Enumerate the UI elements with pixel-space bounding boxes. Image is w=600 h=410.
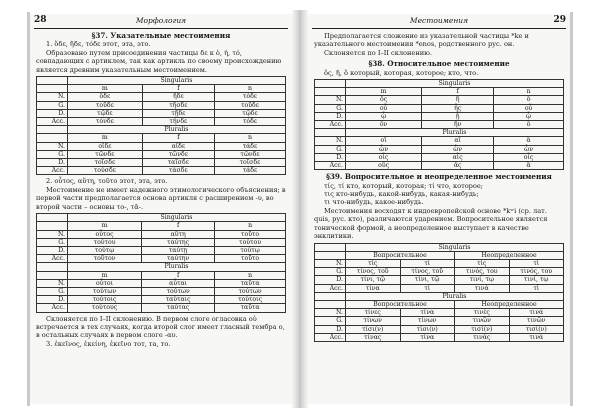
section-39-line-3: τι что-нибудь, какое-нибудь. <box>324 198 424 207</box>
table-row: N. οὗτος αὕτη τοῦτο <box>37 230 286 238</box>
singularis-label: Singularis <box>68 77 286 85</box>
table-row: G. τίνων τίνων τινῶν τινῶν <box>315 317 564 325</box>
left-page-header <box>34 14 288 29</box>
table-row: Acc. τούσδε τάσδε τάδε <box>37 167 286 175</box>
interrogative-label: Вопросительное <box>346 251 455 259</box>
table-row: D. τούτῳ ταύτῃ τούτῳ <box>37 246 286 254</box>
book-gutter <box>292 10 308 408</box>
section-38-line: ὅς, ἥ, ὅ который, которая, которое; кто, что. <box>324 68 479 77</box>
right-running-head: Местоимения <box>409 16 469 25</box>
indefinite-label: Неопределенное <box>455 251 564 259</box>
table-tis: Singularis Вопросительное Неопределенное N. τίς τί τὶς τὶ G. τίνος, τοῦ τίνος, τοῦ τινός, του τινός, του D. τίνι, τῷ τίνι, τῷ τινί, τῳ τινί, τῳ Acc. τίνα τί τινά τὶ Pluralis Вопросительное Неопределенное N. τίνες τίνα τινές τινά G. τίνων τίνων τινῶν τινῶν D. τίσι(ν) τίσι(ν) τισί(ν) τισί(ν) Acc. τίνας τίνα τινάς τινά <box>314 243 564 342</box>
table-row: N. ὅς ἥ ὅ <box>315 96 564 104</box>
left-page <box>30 14 292 404</box>
right-page <box>308 14 570 404</box>
pluralis-label: Pluralis <box>68 126 286 134</box>
left-running-head: Морфология <box>135 16 187 25</box>
table-row: Acc. τίνας τίνα τινάς τινά <box>315 333 564 341</box>
table-row: G. τίνος, τοῦ τίνος, τοῦ τινός, του τινός, του <box>315 268 564 276</box>
gender-m: m <box>68 85 143 93</box>
gender-n: n <box>214 85 285 93</box>
table-row: D. τίνι, τῷ τίνι, τῷ τινί, τῳ τινί, τῳ <box>315 276 564 284</box>
table-row: D. οἷς αἷς οἷς <box>315 153 564 161</box>
section-39-title: §39. Вопросительное и неопределенное местоимения <box>326 172 552 182</box>
section-38-title: §38. Относительное местоимение <box>368 59 510 69</box>
table-row: Acc. ὅν ἥν ὅ <box>315 121 564 129</box>
table-row: G. τούτου ταύτης τούτου <box>37 238 286 246</box>
table-row: N. τίνες τίνα τινές τινά <box>315 309 564 317</box>
left-page-number: 28 <box>34 15 47 25</box>
table-row: N. οὗτοι αὗται ταῦτα <box>37 279 286 287</box>
table-row: D. τούτοις ταύταις τούτοις <box>37 296 286 304</box>
table-row: Acc. τούτους ταύτας ταῦτα <box>37 304 286 312</box>
gender-f: f <box>142 85 214 93</box>
item-1: 1. ὅδε, ἥδε, τόδε этот, эта, это. <box>46 40 151 49</box>
paragraph-39: Местоимения восходят к индоевропейской основе *kʷi (ср. лат. quis, рус. кто), различаются ударением. Вопросительное является тонической формой, а неопределенное выступает в качестве энклитики. <box>314 206 548 241</box>
section-37-title: §37. Указательные местоимения <box>91 31 231 40</box>
paragraph-2: Местоимение не имеет надежного этимологического объяснения; в первой части предполагается основа артикля с расширением -υ, во второй части – основы το-, τᾱ-. <box>36 185 286 211</box>
paragraph-1: Образовано путем присоединения частицы δε к ὁ, ἡ, τό, совпадающих с артиклем, так как артикль по своему происхождению является древним указательным местоимением. <box>36 48 282 74</box>
section-39-line-1: τίς, τί кто, который, которая; τί что, которое; <box>324 181 484 190</box>
table-row: Acc. τοῦτον ταύτην τοῦτο <box>37 255 286 263</box>
table-row: N. ὅδε ἥδε τόδε <box>37 93 286 101</box>
right-page-header <box>312 14 566 29</box>
table-row: Acc. τόνδε τήνδε τόδε <box>37 118 286 126</box>
table-row: G. ὧν ὧν ὧν <box>315 145 564 153</box>
table-row: G. τούτων τούτων τούτων <box>37 287 286 295</box>
table-houtos: Singularis m f n N. οὗτος αὕτη τοῦτο G. τούτου ταύτης τούτου D. τούτῳ ταύτῃ τούτῳ Acc. τοῦτον ταύτην τοῦτο Pluralis m f n N. οὗτοι αὗται ταῦτα G. τούτων τούτων τούτων D. τούτοις ταύταις τούτοις Acc. τούτους ταύτας ταῦτα <box>36 213 286 312</box>
item-3: 3. ἐκεῖνος, ἐκείνη, ἐκεῖνο тот, та, то. <box>46 339 171 348</box>
section-39-line-2: τις кто-нибудь, какой-нибудь, какая-нибудь; <box>324 190 479 199</box>
paragraph-top: Предполагается сложение из указательной частицы *ke и указательного местоимения *enos, родственного рус. он. <box>314 32 529 49</box>
table-row: D. ᾧ ᾗ ᾧ <box>315 112 564 120</box>
paragraph-top-2: Склоняется по I–II склонению. <box>324 48 432 57</box>
table-row: D. τῷδε τῇδε τῷδε <box>37 109 286 117</box>
table-hos: Singularis m f n N. ὅς ἥ ὅ G. οὗ ἧς οὗ D. ᾧ ᾗ ᾧ Acc. ὅν ἥν ὅ Pluralis N. οἵ αἵ ἅ G. ὧν ὧν ὧν D. οἷς αἷς οἷς Acc. οὕς ἅς ἅ <box>314 79 564 170</box>
table-row: N. οἵ αἵ ἅ <box>315 137 564 145</box>
right-page-edge <box>570 12 573 406</box>
table-row: N. τίς τί τὶς τὶ <box>315 259 564 267</box>
item-2: 2. οὗτος, αὕτη, τοῦτο этот, эта, это. <box>46 177 168 186</box>
table-row: Acc. τίνα τί τινά τὶ <box>315 284 564 292</box>
table-row: Acc. οὕς ἅς ἅ <box>315 162 564 170</box>
table-row: D. τοῖσδε ταῖσδε τοῖσδε <box>37 159 286 167</box>
table-row: G. οὗ ἧς οὗ <box>315 104 564 112</box>
right-page-number: 29 <box>553 15 566 25</box>
table-row: G. τῶνδε τῶνδε τῶνδε <box>37 150 286 158</box>
table-row: N. οἵδε αἵδε τάδε <box>37 142 286 150</box>
table-hode: Singularis m f n N. ὅδε ἥδε τόδε G. τοῦδε τῆσδε τοῦδε D. τῷδε τῇδε τῷδε Acc. τόνδε τήνδε τόδε Pluralis m f n N. οἵδε αἵδε τάδε G. τῶνδε τῶνδε τῶνδε D. τοῖσδε ταῖσδε τοῖσδε Acc. τούσδε τάσδε τάδε <box>36 76 286 175</box>
table-row: D. τίσι(ν) τίσι(ν) τισί(ν) τισί(ν) <box>315 325 564 333</box>
paragraph-3: Склоняется по I–II склонению. В первом слоге огласовка οὐ встречается в тех случаях, когда второй слог имеет гласный тембра ο, в остальных случаях в первом слоге -αυ. <box>36 314 285 340</box>
table-row: G. τοῦδε τῆσδε τοῦδε <box>37 101 286 109</box>
